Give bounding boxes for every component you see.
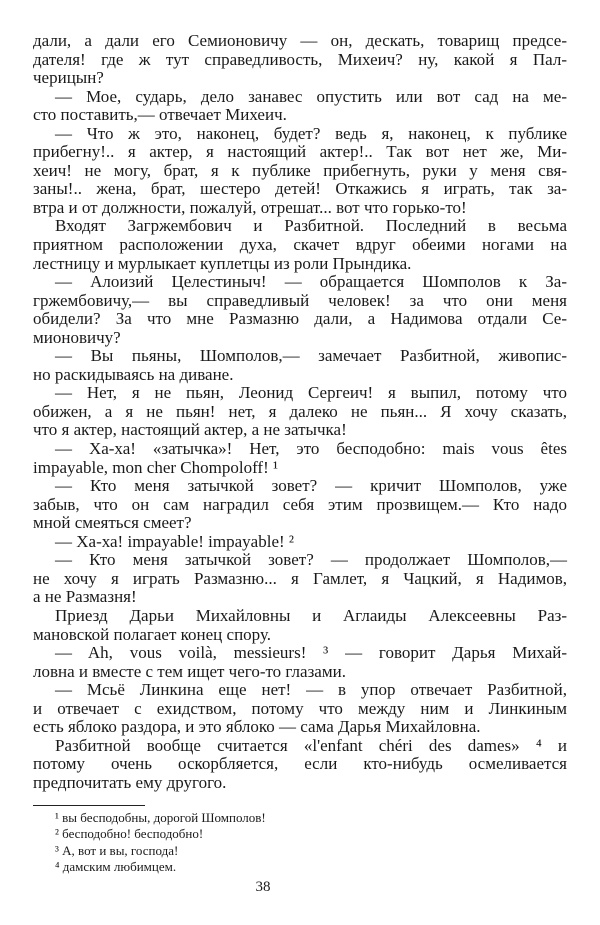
body-text bbox=[33, 32, 567, 792]
text-line: дателя! где ж тут справедливость, Михеич? ну, какой я Пал- bbox=[33, 49, 567, 69]
text-line: прибегну!.. я актер, я настоящий актер!.. Так вот нет же, Ми- bbox=[33, 142, 567, 162]
text-line: предпочитать ему другого. bbox=[33, 772, 227, 792]
text-line: Разбитной вообще считается «l'enfant chéri des dames» ⁴ и bbox=[55, 735, 567, 755]
text-line: — Ah, vous voilà, messieurs! ³ — говорит Дарья Михай- bbox=[55, 643, 567, 663]
text-line: гржембовичу,— вы справедливый человек! за что они меня bbox=[33, 290, 567, 310]
text-line: обидели? За что мне Размазню дали, а Надимова отдали Се- bbox=[33, 309, 567, 329]
text-line: — Кто меня затычкой зовет? — кричит Шомполов, уже bbox=[55, 476, 567, 496]
text-line: — Что ж это, наконец, будет? ведь я, наконец, к публике bbox=[55, 123, 567, 143]
footnote: ² бесподобно! бесподобно! bbox=[55, 826, 204, 842]
footnote: ¹ вы бесподобны, дорогой Шомполов! bbox=[55, 810, 266, 825]
text-line: мановской полагает конец спору. bbox=[33, 624, 271, 644]
text-line: мионовичу? bbox=[33, 327, 121, 347]
text-line: сто поставить,— отвечает Михеич. bbox=[33, 105, 287, 125]
text-line: потому очень оскорбляется, если кто-нибудь осмеливается bbox=[33, 754, 567, 774]
text-line: impayable, mon cher Chompoloff! ¹ bbox=[33, 457, 279, 477]
text-line: втра и от должности, пожалуй, отрешат... вот что горько-то! bbox=[33, 197, 467, 217]
text-line: что я актер, настоящий актер, а не затычка! bbox=[33, 420, 347, 440]
footnotes bbox=[55, 810, 266, 875]
text-line: — Кто меня затычкой зовет? — продолжает Шомполов,— bbox=[55, 550, 567, 570]
footnote-divider bbox=[33, 805, 145, 806]
text-line: Входят Загржембович и Разбитной. Последний в весьма bbox=[55, 216, 567, 236]
text-line: хеич! не могу, брат, я к публике прибегнуть, руки у меня свя- bbox=[33, 160, 567, 180]
text-line: не хочу я играть Размазню... я Гамлет, я Чацкий, я Надимов, bbox=[33, 568, 567, 588]
page-number: 38 bbox=[255, 879, 271, 895]
text-line: обижен, а я не пьян! нет, я далеко не пьян... Я хочу сказать, bbox=[33, 401, 567, 421]
text-line: Приезд Дарьи Михайловны и Аглаиды Алексеевны Раз- bbox=[55, 605, 567, 625]
text-line: — Ха-ха! «затычка»! Нет, это бесподобно: mais vous êtes bbox=[55, 439, 567, 459]
text-line: мной смеяться смеет? bbox=[33, 513, 192, 533]
text-line: — Вы пьяны, Шомполов,— замечает Разбитной, живопис- bbox=[55, 346, 567, 366]
text-line: лестницу и мурлыкает куплетцы из роли Прындика. bbox=[33, 253, 412, 273]
text-line: и отвечает с ехидством, потому что между ним и Линкиным bbox=[33, 698, 567, 718]
text-line: дали, а дали его Семионовичу — он, дескать, товарищ предсе- bbox=[33, 31, 567, 50]
footnote: ³ А, вот и вы, господа! bbox=[55, 842, 179, 858]
text-line: есть яблоко раздора, и это яблоко — сама Дарья Михайловна. bbox=[33, 717, 481, 737]
text-line: — Алоизий Целестиныч! — обращается Шомполов к За- bbox=[55, 272, 567, 292]
text-line: заны!.. жена, брат, шестеро детей! Откажись я играть, так за- bbox=[33, 179, 567, 199]
text-line: — Мое, сударь, дело занавес опустить или вот сад на ме- bbox=[55, 86, 567, 106]
text-line: — Ха-ха! impayable! impayable! ² bbox=[55, 531, 294, 551]
text-line: — Мсьё Линкина еще нет! — в упор отвечает Разбитной, bbox=[55, 680, 567, 700]
text-line: — Нет, я не пьян, Леонид Сергеич! я выпил, потому что bbox=[55, 383, 567, 403]
text-line: но раскидываясь на диване. bbox=[33, 364, 234, 384]
text-line: забыв, что он сам наградил себя этим прозвищем.— Кто надо bbox=[33, 494, 567, 514]
text-line: ловна и вместе с тем ищет чего-то глазами. bbox=[33, 661, 346, 681]
text-line: черицын? bbox=[33, 68, 104, 88]
footnote: ⁴ дамским любимцем. bbox=[55, 858, 177, 874]
text-line: а не Размазня! bbox=[33, 587, 137, 607]
text-line: приятном расположении духа, скачет вдруг обеими ногами на bbox=[33, 235, 567, 255]
